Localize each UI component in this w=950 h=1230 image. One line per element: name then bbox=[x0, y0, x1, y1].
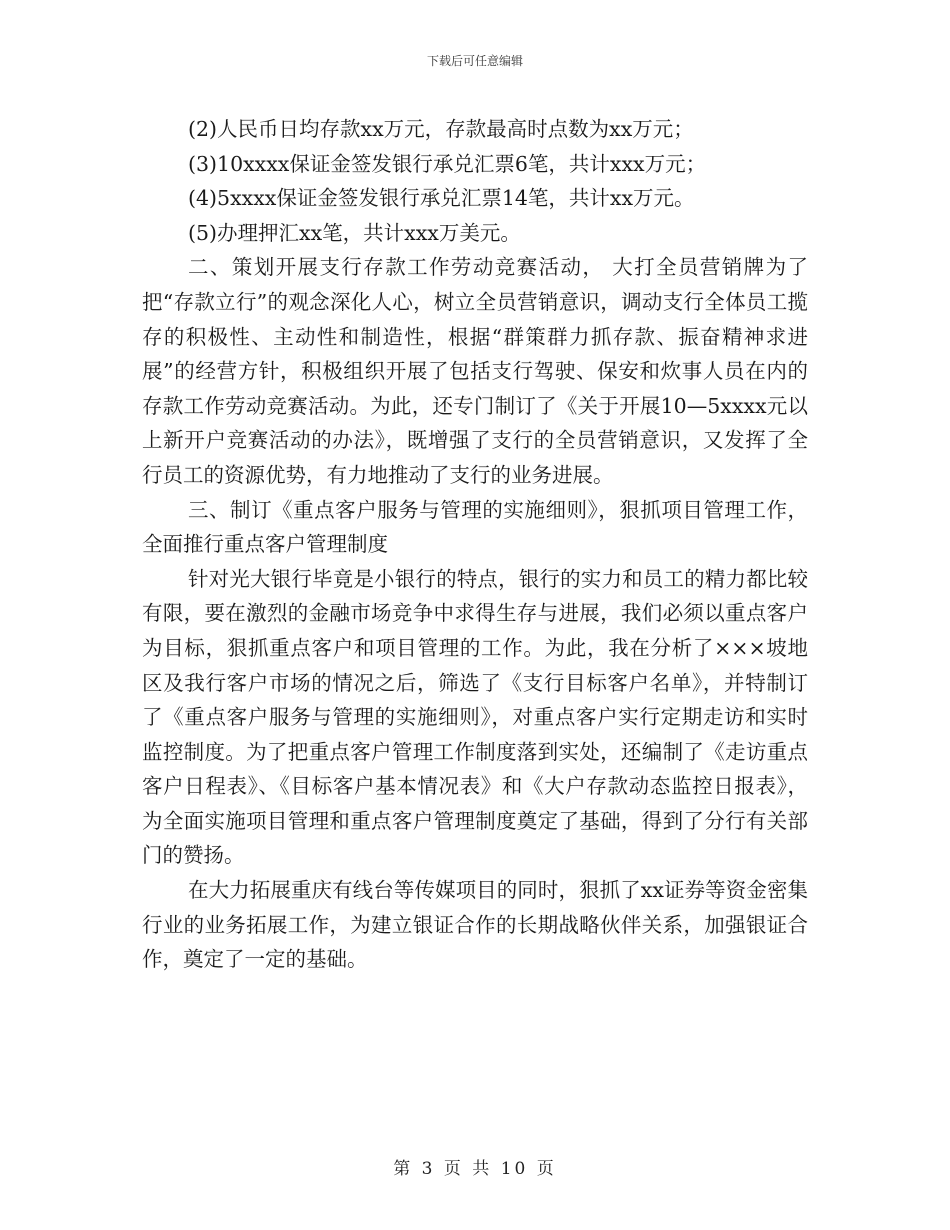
paragraph-item-2: (2)人民币日均存款xx万元，存款最高时点数为xx万元； bbox=[188, 117, 694, 141]
key-client-paragraph: 针对光大银行毕竟是小银行的特点，银行的实力和员工的精力都比较有限，要在激烈的金融市场竞争中求得生存与进展，我们必须以重点客户为目标，狠抓重点客户和项目管理的工作。为此，我在分析了×××坡地区及我行客户市场的情况之后，筛选了《支行目标客户名单》，并特制订了《重点客户服务与管理的实施细则》，对重点客户实行定期走访和实时监控制度。为了把重点客户管理工作制度落到实处，还编制了《走访重点客户日程表》、《目标客户基本情况表》和《大户存款动态监控日报表》，为全面实施项目管理和重点客户管理制度奠定了基础，得到了分行有关部门的赞扬。 bbox=[142, 566, 808, 868]
document-body bbox=[142, 112, 808, 977]
page-header: 下载后可任意编辑 bbox=[426, 54, 523, 68]
section-two-paragraph: 二、策划开展支行存款工作劳动竞赛活动， 大打全员营销牌为了把“存款立行”的观念深化人心，树立全员营销意识，调动支行全体员工揽存的积极性、主动性和制造性，根据“群策群力抓存款、振奋精神求进展”的经营方针，积极组织开展了包括支行驾驶、保安和炊事人员在内的存款工作劳动竞赛活动。为此，还专门制订了《关于开展10—5xxxx元以上新开户竞赛活动的办法》，既增强了支行的全员营销意识，又发挥了全行员工的资源优势，有力地推动了支行的业务进展。 bbox=[142, 255, 808, 487]
section-three-heading: 三、制订《重点客户服务与管理的实施细则》，狠抓项目管理工作，全面推行重点客户管理制度 bbox=[142, 497, 808, 557]
page-number: 第 3 页 共 10 页 bbox=[393, 1159, 557, 1179]
media-project-paragraph: 在大力拓展重庆有线台等传媒项目的同时，狠抓了xx证券等资金密集行业的业务拓展工作，为建立银证合作的长期战略伙伴关系，加强银证合作，奠定了一定的基础。 bbox=[142, 878, 808, 972]
paragraph-item-5: (5)办理押汇xx笔，共计xxx万美元。 bbox=[188, 220, 521, 245]
paragraph-item-4: (4)5xxxx保证金签发银行承兑汇票14笔，共计xx万元。 bbox=[188, 186, 695, 211]
paragraph-item-3: (3)10xxxx保证金签发银行承兑汇票6笔，共计xxx万元； bbox=[188, 151, 707, 176]
